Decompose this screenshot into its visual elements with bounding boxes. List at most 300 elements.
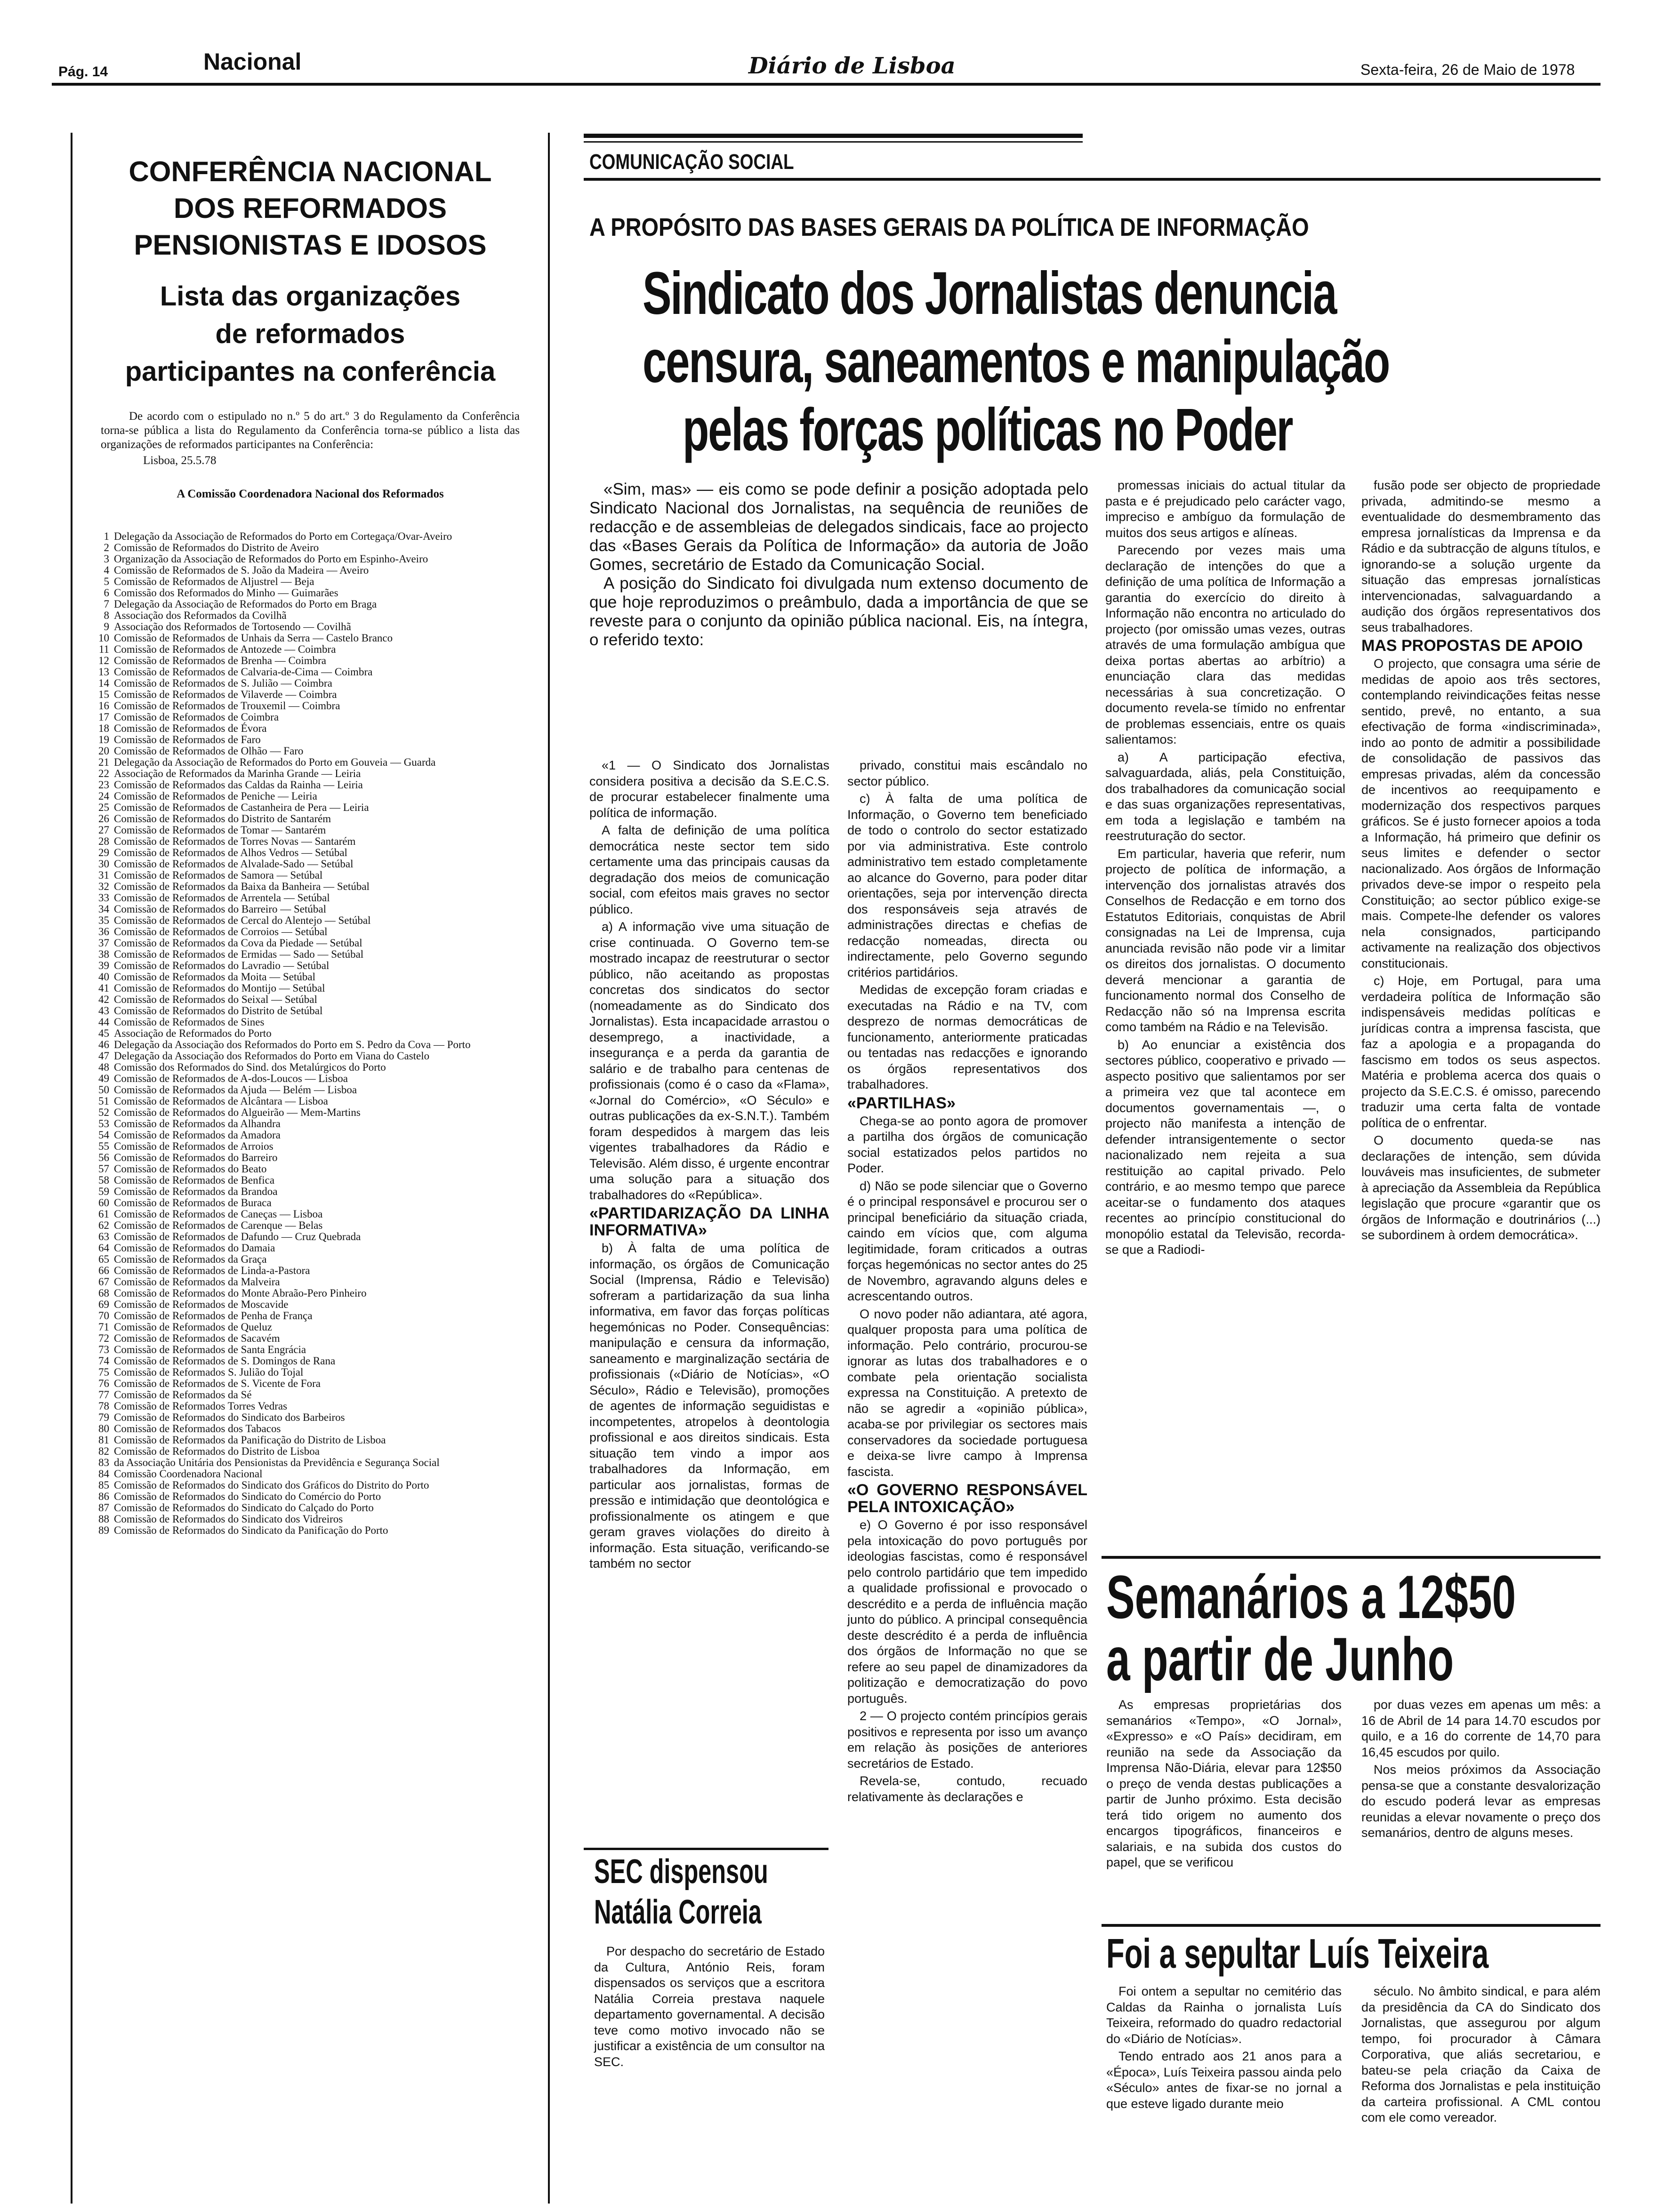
conference-subtitle-line: de reformados [215, 319, 405, 349]
organization-item [82, 983, 529, 994]
article-column-1 [589, 758, 829, 1574]
organization-item [82, 678, 529, 689]
organization-name: Comissão de Reformados do Damaia [114, 1242, 275, 1254]
organization-item [82, 1175, 529, 1186]
organization-number: 27 [98, 824, 109, 836]
organization-item [82, 1186, 529, 1197]
organization-number: 46 [98, 1039, 109, 1050]
organization-name: Comissão de Reformados de Castanheira de Pera — Leiria [114, 801, 369, 813]
organization-item [82, 1254, 529, 1265]
organization-number: 28 [98, 835, 109, 847]
body-paragraph: c) Hoje, em Portugal, para uma verdadeira política de Informação são indispensáveis medidas políticas e jurídicas contra a imprensa fascista, que faz a apologia e a propaganda do fascismo em todos os seus aspectos. Matéria e problema acerca dos quais o projecto da S.E.C.S. é omisso, parecendo traduzir uma certa falta de vontade política de o enfrentar. [1361, 974, 1601, 1130]
organization-number: 16 [98, 700, 109, 712]
organization-number: 70 [98, 1310, 109, 1322]
body-paragraph: Tendo entrado aos 21 anos para a «Época», Luís Teixeira passou ainda pelo «Século» antes de fixar-se no jornal a que esteve ligado durante meio [1106, 2049, 1342, 2111]
organization-number: 84 [98, 1468, 109, 1480]
organization-name: Comissão de Reformados de Cercal do Alentejo — Setúbal [114, 914, 371, 926]
organization-item [82, 1525, 529, 1536]
organization-number: 11 [98, 643, 109, 655]
organization-number: 51 [98, 1095, 109, 1107]
organization-item [82, 1209, 529, 1219]
organization-name: Comissão de Reformados da Panificação do Distrito de Lisboa [114, 1434, 386, 1446]
organization-item [82, 1514, 529, 1524]
organization-number: 66 [98, 1265, 109, 1276]
body-paragraph: A falta de definição de uma política democrática neste sector tem sido certamente uma das principais causas da degradação dos meios de comunicação social, com efeitos mais graves no sector público. [589, 823, 829, 916]
organization-item [82, 1096, 529, 1106]
organization-name: Comissão de Reformados do Montijo — Setúbal [114, 982, 325, 994]
organization-item [82, 644, 529, 655]
organization-name: Comissão dos Reformados do Sind. dos Metalúrgicos do Porto [114, 1061, 386, 1073]
organization-item [82, 1050, 529, 1061]
organization-name: Comissão de Reformados de Évora [114, 722, 267, 734]
organization-name: Delegação da Associação dos Reformados do Porto em S. Pedro da Cova — Porto [114, 1039, 471, 1050]
organization-name: Comissão de Reformados Torres Vedras [114, 1400, 288, 1412]
organization-name: Comissão de Reformados de Torres Novas — Santarém [114, 835, 356, 847]
organization-name: Comissão de Reformados da Moita — Setúbal [114, 971, 315, 983]
organization-name: Comissão de Reformados da Ajuda — Belém — Lisboa [114, 1084, 357, 1096]
organization-name: Comissão de Reformados de Alcântara — Lisboa [114, 1095, 328, 1107]
organization-number: 43 [98, 1005, 109, 1017]
organization-number: 76 [98, 1378, 109, 1389]
organization-name: Comissão de Reformados do Sindicato do Comércio do Porto [114, 1491, 381, 1502]
headline-line: censura, saneamentos e manipulação [643, 328, 1390, 395]
body-paragraph: a) A participação efectiva, salvaguardada, aliás, pela Constituição, dos trabalhadores da comunicação social e das suas organizações representativas, em toda a legislação e também na reestruturação do sector. [1105, 750, 1345, 843]
organization-number: 34 [98, 903, 109, 915]
body-paragraph: século. No âmbito sindical, e para além da presidência da CA do Sindicato dos Jornalistas, que assegurou por algum tempo, foi procurador à Câmara Corporativa, que aliás secretariou, e bateu-se pela criação da Caixa de Reforma dos Jornalistas e pela instituição da carteira profissional. A CML contou com ele como vereador. [1361, 1984, 1601, 2124]
issue-date: Sexta-feira, 26 de Maio de 1978 [1360, 61, 1575, 78]
conference-title-line: DOS REFORMADOS [173, 192, 447, 224]
organization-number: 67 [98, 1276, 109, 1288]
organization-name: Comissão de Reformados de Penha de França [114, 1310, 313, 1322]
organization-number: 49 [98, 1073, 109, 1084]
organization-number: 50 [98, 1084, 109, 1096]
organization-name: Comissão dos Reformados do Minho — Guimarães [114, 587, 338, 599]
organization-number: 55 [98, 1140, 109, 1152]
organization-number: 20 [98, 745, 109, 757]
organization-number: 80 [98, 1423, 109, 1435]
organization-item [82, 1107, 529, 1118]
organization-item [82, 1288, 529, 1298]
organization-item [82, 938, 529, 948]
organization-name: Comissão de Reformados de Vilaverde — Coimbra [114, 689, 337, 700]
organization-item [82, 1220, 529, 1231]
organization-number: 36 [98, 926, 109, 938]
organization-item [82, 825, 529, 835]
organization-number: 78 [98, 1400, 109, 1412]
organization-number: 39 [98, 960, 109, 971]
organization-item [82, 621, 529, 632]
organization-item [82, 994, 529, 1005]
rubric-rule-top-thin [584, 141, 1083, 143]
organization-item [82, 1468, 529, 1479]
organization-number: 29 [98, 847, 109, 858]
organization-item [82, 1412, 529, 1423]
conference-intro: De acordo com o estipulado no n.º 5 do art.º 3 do Regulamento da Conferência torna-se pública a lista do Regulamento da Conferência torna-se público a lista das organizações de reformados participantes na Conferência: [101, 410, 520, 451]
subheading: «PARTILHAS» [847, 1094, 956, 1112]
body-paragraph: Revela-se, contudo, recuado relativamente às declarações e [847, 1774, 1087, 1804]
organization-number: 7 [104, 598, 109, 610]
body-paragraph: b) Ao enunciar a existência dos sectores público, cooperativo e privado — aspecto positivo que salientamos por ser a primeira vez que tal acontece em documentos governamentais —, o projecto não manifesta a intenção de defender intransigentemente o sector nacionalizado nem rejeita a sua restituição ao capital privado. Pelo contrário, e ao mesmo tempo que parece aceitar-se o fundamento dos ataques recentes ao princípio constitucional do monopólio estatal da Televisão, recorda-se que a Radiodi- [1105, 1037, 1345, 1257]
organization-name: Associação de Reformados do Porto [114, 1027, 272, 1039]
organization-name: Comissão de Reformados de Coimbra [114, 711, 279, 723]
organization-item [82, 587, 529, 598]
organization-name: Comissão de Reformados de Ermidas — Sado — Setúbal [114, 948, 364, 960]
organization-number: 77 [98, 1389, 109, 1401]
organization-number: 12 [98, 655, 109, 666]
organization-item [82, 712, 529, 722]
organization-name: Comissão de Reformados de Arroios [114, 1140, 273, 1152]
organization-name: Comissão de Reformados de Benfica [114, 1174, 275, 1186]
organization-name: Comissão de Reformados do Sindicato da Panificação do Porto [114, 1524, 388, 1536]
organization-item [82, 802, 529, 813]
funeral-column-1 [1106, 1984, 1342, 2114]
organization-number: 72 [98, 1332, 109, 1344]
organization-number: 58 [98, 1174, 109, 1186]
body-paragraph: por duas vezes em apenas um mês: a 16 de Abril de 14 para 14.70 escudos por quilo, e a 16 do corrente de 14,70 para 16,45 escudos por quilo. [1361, 1698, 1601, 1759]
organization-number: 48 [98, 1061, 109, 1073]
organization-name: Comissão de Reformados do Distrito de Santarém [114, 813, 331, 825]
organization-item [82, 836, 529, 847]
article-lead [589, 480, 1088, 649]
organization-item [82, 610, 529, 621]
organization-number: 22 [98, 768, 109, 779]
body-paragraph: promessas iniciais do actual titular da pasta e é prejudicado pelo carácter vago, impreciso e ambíguo da formulação de muitos dos seus artigos e alíneas. [1105, 478, 1345, 540]
organization-name: Comissão de Reformados de Antozede — Coimbra [114, 643, 336, 655]
subheading: «O GOVERNO RESPONSÁVEL PELA INTOXICAÇÃO» [847, 1481, 1087, 1516]
organization-name: Comissão de Reformados do Barreiro — Setúbal [114, 903, 326, 915]
organization-item [82, 666, 529, 677]
organization-item [82, 1401, 529, 1411]
body-paragraph: b) À falta de uma política de informação, os órgãos de Comunicação Social (Imprensa, Rádio e Televisão) sofreram a partidarização da sua linha informativa, em favor das forças políticas hegemónicas no Poder. Consequências: manipulação e censura da informação, saneamento e marginalização sectária de profissionais («Diário de Notícias», «O Século», Rádio e Televisão), promoções de agentes de informação seguidistas e incompetentes, atropelos à deontologia profissional e aos direitos sindicais. Esta situação tem vindo a impor aos trabalhadores da Informação, em particular aos jornalistas, formas de pressão e intimidação que deontológica e profissionalmente os atingem e que geram graves violações do direito à informação. Esta situação, verificando-se também no sector [589, 1241, 829, 1571]
weeklies-column-1 [1106, 1697, 1342, 1873]
organization-name: Delegação da Associação de Reformados do Porto em Gouveia — Guarda [114, 756, 436, 768]
organization-item [82, 1163, 529, 1174]
body-paragraph: Medidas de excepção foram criadas e executadas na Rádio e na TV, com desprezo de normas democráticas de funcionamento, anteriormente praticadas ou tentadas nas redacções e ignorando os órgãos representativos dos trabalhadores. [847, 983, 1087, 1091]
weeklies-headline-line: Semanários a 12$50 [1106, 1563, 1516, 1631]
organization-number: 38 [98, 948, 109, 960]
organization-number: 44 [98, 1016, 109, 1028]
subheading: MAS PROPOSTAS DE APOIO [1361, 637, 1583, 655]
organization-name: Comissão de Reformados do Beato [114, 1163, 267, 1175]
organization-name: Comissão de Reformados do Barreiro [114, 1152, 278, 1163]
organization-item [82, 949, 529, 960]
organization-name: Associação de Reformados da Marinha Grande — Leiria [114, 768, 361, 779]
conference-subtitle-line: participantes na conferência [125, 356, 496, 387]
organization-item [82, 1423, 529, 1434]
sec-headline-line: Natália Correia [594, 1893, 762, 1931]
organization-name: Comissão de Reformados de Buraca [114, 1197, 272, 1209]
organization-name: Comissão de Reformados do Sindicato dos Barbeiros [114, 1411, 345, 1423]
organizations-list [82, 531, 529, 1536]
organization-number: 53 [98, 1118, 109, 1130]
organization-name: Comissão de Reformados de Caneças — Lisboa [114, 1208, 323, 1220]
organization-item [82, 1435, 529, 1445]
organization-item [82, 531, 529, 542]
organization-name: Comissão de Reformados de Santa Engrácia [114, 1344, 306, 1355]
organization-item [82, 1276, 529, 1287]
sec-body [594, 1944, 825, 2072]
organization-name: Comissão de Reformados do Distrito de Lisboa [114, 1445, 320, 1457]
conference-subtitle-line: Lista das organizações [160, 281, 461, 312]
organization-item [82, 892, 529, 903]
organization-number: 17 [98, 711, 109, 723]
organization-name: Comissão de Reformados dos Tabacos [114, 1423, 281, 1435]
organization-number: 40 [98, 971, 109, 983]
organization-number: 9 [104, 621, 109, 633]
organization-number: 26 [98, 813, 109, 825]
organization-number: 33 [98, 892, 109, 904]
organization-number: 47 [98, 1050, 109, 1062]
organization-item [82, 1152, 529, 1163]
organization-number: 31 [98, 869, 109, 881]
organization-item [82, 599, 529, 609]
organization-name: da Associação Unitária dos Pensionistas da Previdência e Segurança Social [114, 1457, 440, 1468]
organization-item [82, 576, 529, 587]
funeral-column-2 [1361, 1984, 1601, 2128]
organization-item [82, 1017, 529, 1027]
organization-number: 60 [98, 1197, 109, 1209]
organization-number: 23 [98, 779, 109, 791]
organization-item [82, 960, 529, 971]
organization-name: Delegação da Associação de Reformados do Porto em Braga [114, 598, 377, 610]
organization-number: 25 [98, 801, 109, 813]
body-paragraph: O projecto, que consagra uma série de medidas de apoio aos três sectores, contemplando reivindicações feitas nesse sentido, prevê, no entanto, a sua efectivação de forma «indiscriminada», indo ao ponto de admitir a possibilidade de consolidação de passivos das empresas privadas, além da concessão de incentivos ao reequipamento e modernização dos respectivos parques gráficos. Se é justo fornecer apoios a toda a Informação, há primeiro que definir os seus limites e defender o sector nacionalizado. Aos órgãos de Informação privados deve-se impor o respeito pela Constituição; ao sector público exige-se mais. Compete-lhe defender os valores nela consignados, participando activamente na realização dos objectivos constitucionais. [1361, 657, 1601, 970]
organization-item [82, 1118, 529, 1129]
body-paragraph: O novo poder não adiantara, até agora, qualquer proposta para uma política de informação. Pelo contrário, procurou-se ignorar as lutas dos trabalhadores e o combate pela orientação socialista expressa na Constituição. A pretexto de não se agredir a «opinião pública», acaba-se por privilegiar os sectores mais conservadores da sociedade portuguesa e deixa-se livre campo à Imprensa fascista. [847, 1306, 1087, 1479]
organization-number: 1 [104, 530, 109, 542]
organization-item [82, 1355, 529, 1366]
article-column-2 [847, 758, 1087, 1807]
organization-name: Comissão de Reformados de Carenque — Belas [114, 1219, 323, 1231]
organization-item [82, 1130, 529, 1140]
organization-number: 89 [98, 1524, 109, 1536]
body-paragraph: 2 — O projecto contém princípios gerais positivos e representa por isso um avanço em relação às posições de anteriores secretários de Estado. [847, 1709, 1087, 1771]
organization-item [82, 971, 529, 982]
organization-name: Comissão de Reformados de Tomar — Santarém [114, 824, 326, 836]
organization-name: Comissão de Reformados de Olhão — Faro [114, 745, 304, 757]
organization-item [82, 1367, 529, 1378]
organization-item [82, 904, 529, 914]
organization-number: 35 [98, 914, 109, 926]
organization-number: 75 [98, 1366, 109, 1378]
organization-item [82, 1265, 529, 1276]
organization-item [82, 1039, 529, 1050]
organization-name: Comissão de Reformados do Sindicato dos Gráficos do Distrito do Porto [114, 1479, 429, 1491]
organization-number: 5 [104, 576, 109, 587]
body-paragraph: e) O Governo é por isso responsável pela intoxicação do povo português por ideologias fascistas, como é responsável pelo controlo partidário que tem impedido a qualidade profissional e provocado o descrédito e a perda de influência mação junto do público. A principal consequência deste descrédito é a perda de influência dos órgãos de Informação no que se refere ao seu papel de dinamizadores da politização e democratização do povo português. [847, 1518, 1087, 1706]
organization-item [82, 1141, 529, 1152]
organization-item [82, 1491, 529, 1502]
organization-name: Delegação da Associação de Reformados do Porto em Cortegaça/Ovar-Aveiro [114, 530, 452, 542]
organization-name: Comissão de Reformados da Malveira [114, 1276, 280, 1288]
organization-number: 8 [104, 609, 109, 621]
body-paragraph: Nos meios próximos da Associação pensa-se que a constante desvalorização do escudo poderá levar as empresas reunidas a elevar novamente o preço dos semanários, dentro de alguns meses. [1361, 1763, 1601, 1840]
headline-line: Sindicato dos Jornalistas denuncia [643, 260, 1336, 327]
organization-number: 45 [98, 1027, 109, 1039]
headline-line: pelas forças políticas no Poder [683, 396, 1293, 464]
organization-number: 10 [98, 632, 109, 644]
organization-name: Comissão de Reformados de Peniche — Leiria [114, 790, 317, 802]
organization-item [82, 1005, 529, 1016]
masthead-rule [52, 83, 1601, 86]
organization-item [82, 791, 529, 801]
organization-name: Comissão de Reformados de S. João da Madeira — Aveiro [114, 564, 369, 576]
organization-number: 32 [98, 881, 109, 892]
body-paragraph: fusão pode ser objecto de propriedade privada, admitindo-se mesmo a eventualidade do desmembramento das empresa jornalísticas da Imprensa e da Rádio e da subtracção de alguns títulos, e ignorando-se a solução urgente da situação das empresas jornalísticas intervencionadas, salvaguardando a audição dos órgãos representativos dos seus trabalhadores. [1361, 478, 1601, 634]
body-paragraph: Chega-se ao ponto agora de promover a partilha dos órgãos de comunicação social estatizados pelos partidos no Poder. [847, 1114, 1087, 1175]
organization-name: Comissão de Reformados de A-dos-Loucos — Lisboa [114, 1073, 348, 1084]
organization-number: 59 [98, 1186, 109, 1197]
organization-name: Comissão de Reformados da Amadora [114, 1129, 281, 1141]
rubric-rule-top [584, 134, 1083, 138]
organization-number: 63 [98, 1231, 109, 1242]
organization-number: 68 [98, 1287, 109, 1299]
organization-name: Comissão de Reformados de Corroios — Setúbal [114, 926, 328, 938]
organization-item [82, 915, 529, 926]
organization-item [82, 1457, 529, 1468]
organization-name: Associação dos Reformados de Tortosendo — Covilhã [114, 621, 351, 633]
weeklies-rule [1102, 1556, 1601, 1559]
newspaper-name: Diário de Lisboa [748, 53, 956, 79]
organization-number: 3 [104, 553, 109, 565]
article-column-4 [1361, 478, 1601, 1245]
organization-name: Comissão de Reformados do Algueirão — Mem-Martins [114, 1106, 361, 1118]
organization-number: 18 [98, 722, 109, 734]
organization-number: 81 [98, 1434, 109, 1446]
organization-name: Comissão de Reformados de Brenha — Coimbra [114, 655, 326, 666]
organization-name: Comissão de Reformados S. Julião do Tojal [114, 1366, 304, 1378]
organization-name: Comissão de Reformados do Sindicato do Calçado do Porto [114, 1502, 374, 1514]
conference-subtitle [72, 278, 548, 391]
organization-name: Comissão de Reformados de Unhais da Serra — Castelo Branco [114, 632, 393, 644]
organization-name: Comissão de Reformados de Queluz [114, 1321, 272, 1333]
lead-paragraph: «Sim, mas» — eis como se pode definir a posição adoptada pelo Sindicato Nacional dos Jornalistas, na sequência de reuniões de redacção e de assembleias de delegados sindicais, face ao projecto das «Bases Gerais da Política de Informação» da autoria de João Gomes, secretário de Estado da Comunicação Social. [589, 480, 1088, 574]
organization-number: 73 [98, 1344, 109, 1355]
body-paragraph: As empresas proprietárias dos semanários «Tempo», «O Jornal», «Expresso» e «O País» decidiram, em reunião na sede da Associação da Imprensa Não-Diária, elevar para 12$50 o preço de venda destas publicações a partir de Junho próximo. Esta decisão terá tido origem no aumento dos encargos tipográficos, financeiros e salariais, e na subida dos custos do papel, que se verificou [1106, 1698, 1342, 1869]
organization-name: Comissão de Reformados de S. Julião — Coimbra [114, 677, 332, 689]
organization-name: Comissão de Reformados de S. Domingos de Rana [114, 1355, 336, 1367]
organization-number: 57 [98, 1163, 109, 1175]
organization-item [82, 745, 529, 756]
organization-number: 82 [98, 1445, 109, 1457]
conference-title-line: CONFERÊNCIA NACIONAL [129, 156, 492, 187]
organization-item [82, 1333, 529, 1344]
weeklies-column-2 [1361, 1697, 1601, 1843]
body-paragraph: Parecendo por vezes mais uma declaração de intenções do que a definição de uma política de Informação a garantia do exercício do direito à Informação não encontra no articulado do projecto (por omissão umas vezes, outras através de uma formulação ambígua que deixa portas abertas ao arbítrio) a enunciação clara das medidas necessárias à sua concretização. O documento revela-se tímido no enfrentar de problemas essenciais, entre os quais salientamos: [1105, 543, 1345, 746]
organization-number: 74 [98, 1355, 109, 1367]
organization-item [82, 1062, 529, 1073]
conference-signature: A Comissão Coordenadora Nacional dos Reformados [177, 488, 444, 500]
organization-item [82, 1322, 529, 1332]
organization-name: Comissão de Reformados da Graça [114, 1253, 267, 1265]
organization-item [82, 881, 529, 892]
organization-number: 56 [98, 1152, 109, 1163]
organization-number: 88 [98, 1513, 109, 1525]
organization-name: Comissão de Reformados de Alhos Vedros — Setúbal [114, 847, 347, 858]
organization-name: Comissão de Reformados de S. Vicente de Fora [114, 1378, 321, 1389]
organization-item [82, 768, 529, 779]
organization-item [82, 1073, 529, 1084]
conference-title [72, 153, 548, 264]
organization-number: 79 [98, 1411, 109, 1423]
organization-name: Comissão de Reformados da Baixa da Banheira — Setúbal [114, 881, 370, 892]
organization-name: Comissão de Reformados das Caldas da Rainha — Leiria [114, 779, 363, 791]
body-paragraph: Por despacho do secretário de Estado da Cultura, António Reis, foram dispensados os serviços que a escritora Natália Correia prestava naquele departamento governamental. A decisão teve como motivo invocado não se justificar a existência de um consultor na SEC. [594, 1944, 825, 2069]
organization-item [82, 1446, 529, 1457]
organization-name: Comissão de Reformados do Distrito de Aveiro [114, 542, 319, 553]
organization-item [82, 1502, 529, 1513]
sec-rule [584, 1848, 828, 1850]
organization-item [82, 1480, 529, 1491]
organization-number: 87 [98, 1502, 109, 1514]
body-paragraph: O documento queda-se nas declarações de intenção, sem dúvida louváveis mas insuficientes, de submeter à apreciação da Assembleia da República legislação que procure «garantir que os órgãos de Informação e doutrinários (...) se subordinem à ordem democrática». [1361, 1133, 1601, 1242]
organization-number: 14 [98, 677, 109, 689]
body-paragraph: d) Não se pode silenciar que o Governo é o principal responsável e procurou ser o principal beneficiário da situação criada, caindo em vícios que, com alguma legitimidade, foram criticados a outras forças hegemónicas no sector antes do 25 de Novembro, agravando alguns deles e acrescentando outros. [847, 1178, 1087, 1303]
article-column-3 [1105, 478, 1345, 1260]
organization-item [82, 700, 529, 711]
organization-number: 64 [98, 1242, 109, 1254]
body-paragraph: «1 — O Sindicato dos Jornalistas considera positiva a decisão da S.E.C.S. de procurar estabelecer finalmente uma política de informação. [589, 758, 829, 820]
organization-number: 65 [98, 1253, 109, 1265]
organization-name: Comissão de Reformados do Monte Abraão-Pero Pinheiro [114, 1287, 367, 1299]
organization-name: Comissão de Reformados de Aljustrel — Beja [114, 576, 314, 587]
organization-number: 42 [98, 994, 109, 1005]
organization-item [82, 858, 529, 869]
organization-name: Delegação da Associação dos Reformados do Porto em Viana do Castelo [114, 1050, 430, 1062]
rubric-rule-bottom [584, 178, 1601, 181]
body-paragraph: Em particular, haveria que referir, num projecto de política de informação, a intervenção dos jornalistas através dos Conselhos de Redacção e em torno dos Estatutos Editoriais, conquistas de Abril consignadas na Lei de Imprensa, cuja anunciada revisão não pode vir a limitar os direitos dos jornalistas. O documento deverá mencionar a garantia de funcionamento normal dos Conselho de Redacção não só na Imprensa escrita como também na Rádio e na Televisão. [1105, 846, 1345, 1034]
body-paragraph: Foi ontem a sepultar no cemitério das Caldas da Rainha o jornalista Luís Teixeira, reformado do quadro redactorial do «Diário de Notícias». [1106, 1984, 1342, 2046]
sec-headline-line: SEC dispensou [594, 1853, 768, 1891]
organization-item [82, 1028, 529, 1039]
organization-name: Comissão de Reformados de Sines [114, 1016, 265, 1028]
page-number: Pág. 14 [58, 64, 108, 80]
organization-number: 30 [98, 858, 109, 870]
organization-number: 19 [98, 734, 109, 745]
organization-number: 52 [98, 1106, 109, 1118]
organization-item [82, 723, 529, 734]
organization-item [82, 757, 529, 768]
conference-title-line: PENSIONISTAS E IDOSOS [134, 229, 487, 261]
organization-item [82, 689, 529, 700]
organization-number: 83 [98, 1457, 109, 1468]
organization-name: Comissão de Reformados da Cova da Piedade — Setúbal [114, 937, 362, 949]
body-paragraph: a) A informação vive uma situação de crise continuada. O Governo tem-se mostrado incapaz de reestruturar o sector público, não aceitando as propostas concretas dos sindicatos do sector (nomeadamente as do Sindicato dos Jornalistas). Esta incapacidade arrastou o desemprego, a inactividade, a insegurança e a perda da garantia de salário e de trabalho para centenas de profissionais (como é o caso da «Flama», «Jornal do Comércio», «O Século» e outras publicações da ex-S.N.T.). Também foram despedidos à margem das leis vigentes trabalhadores da Rádio e Televisão. Além disso, é urgente encontrar uma solução para a situação dos trabalhadores do «República». [589, 920, 829, 1202]
organization-name: Comissão de Reformados da Brandoa [114, 1186, 278, 1197]
organization-number: 24 [98, 790, 109, 802]
weeklies-headline-line: a partir de Junho [1106, 1625, 1454, 1693]
organization-name: Comissão de Reformados da Sé [114, 1389, 252, 1401]
organization-number: 86 [98, 1491, 109, 1502]
organization-item [82, 633, 529, 643]
organization-name: Comissão de Reformados de Sacavém [114, 1332, 280, 1344]
organization-name: Comissão de Reformados de Arrentela — Setúbal [114, 892, 330, 904]
organization-item [82, 1084, 529, 1095]
organization-name: Comissão de Reformados de Samora — Setúbal [114, 869, 323, 881]
organization-item [82, 542, 529, 553]
funeral-headline: Foi a sepultar Luís Teixeira [1106, 1930, 1489, 1977]
organization-number: 13 [98, 666, 109, 678]
conference-box [71, 133, 550, 2204]
organization-number: 6 [104, 587, 109, 599]
organization-name: Comissão de Reformados do Seixal — Setúbal [114, 994, 317, 1005]
organization-name: Comissão de Reformados de Faro [114, 734, 261, 745]
organization-item [82, 1344, 529, 1355]
organization-name: Comissão de Reformados de Trouxemil — Coimbra [114, 700, 340, 712]
organization-item [82, 813, 529, 824]
organization-item [82, 1197, 529, 1208]
organization-item [82, 655, 529, 666]
